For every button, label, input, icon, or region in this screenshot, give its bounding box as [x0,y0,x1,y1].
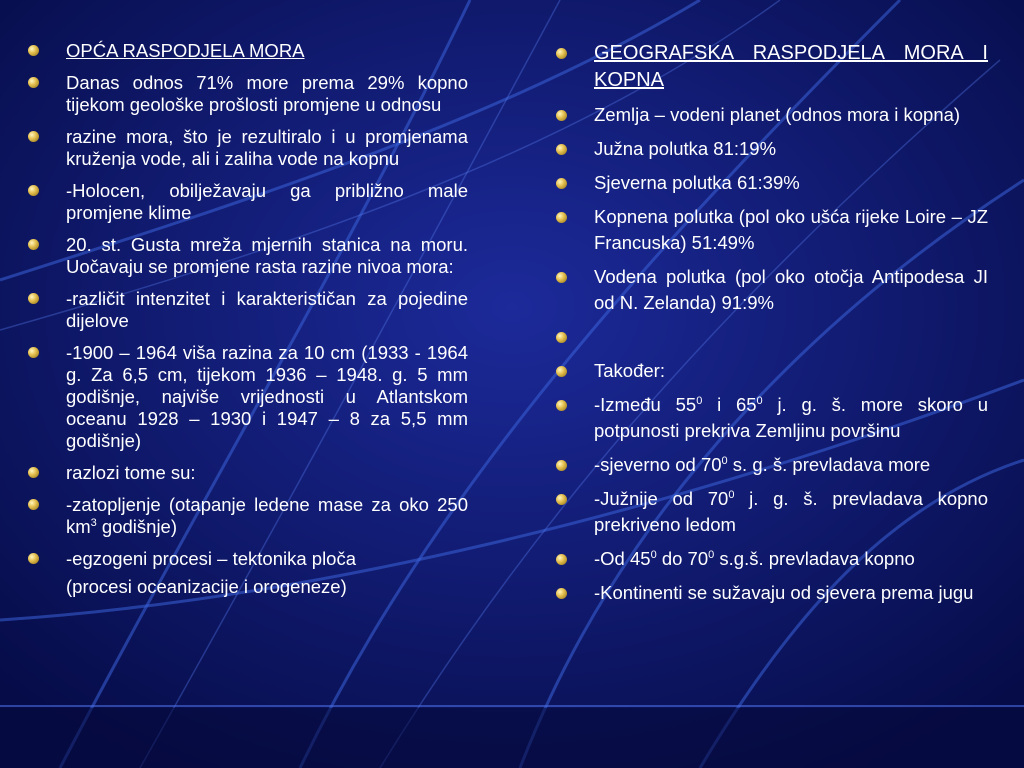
bullet-icon [28,45,39,56]
bullet-icon [556,48,567,59]
bullet-icon [556,212,567,223]
list-item-text: -egzogeni procesi – tektonika ploča [66,548,357,569]
list-item-text: -Holocen, obilježavaju ga približno male promjene klime [66,180,468,223]
list-item [556,546,988,572]
list-item [556,102,988,128]
bullet-icon [28,185,39,196]
list-item [28,126,468,170]
bullet-icon [28,499,39,510]
bullet-icon [556,460,567,471]
bullet-icon [28,131,39,142]
list-item-text: -Od $45^0$ do $70^0$ s.g.š. prevladava kopno [594,548,915,569]
list-item [28,288,468,332]
list-item-text: Kopnena polutka (pol oko ušća rijeke Loire – JZ Francuska) 51:49% [594,206,988,253]
list-item-text: razine mora, što je rezultiralo i u promjenama kruženja vode, ali i zaliha vode na kopnu [66,126,468,169]
bullet-icon [556,272,567,283]
list-item-text: 20. st. Gusta mreža mjernih stanica na moru. Uočavaju se promjene rasta razine nivoa mora: [66,234,468,277]
list-item [28,72,468,116]
list-item-text: -Kontinenti se sužavaju od sjevera prema jugu [594,582,974,603]
bullet-icon [556,554,567,565]
list-item [556,136,988,162]
list-item-text: Vodena polutka (pol oko otočja Antipodesa JI od N. Zelanda) 91:9% [594,266,988,313]
bullet-icon [28,553,39,564]
list-item-text: Južna polutka 81:19% [594,138,777,159]
list-item [28,40,468,62]
left-column [28,40,468,598]
list-item [556,392,988,444]
list-item [28,234,468,278]
list-item [28,342,468,452]
list-item [556,486,988,538]
list-item-text: Danas odnos 71% more prema 29% kopno tijekom geološke prošlosti promjene u odnosu [66,72,468,115]
list-item [556,580,988,606]
list-item [556,324,988,350]
list-item [28,462,468,484]
list-item-text: Sjeverna polutka 61:39% [594,172,800,193]
bullet-icon [556,144,567,155]
bullet-icon [556,178,567,189]
bullet-icon [556,400,567,411]
list-item [556,170,988,196]
list-item-text: Također: [594,360,665,381]
bullet-icon [28,293,39,304]
bullet-icon [28,239,39,250]
list-item-text: Zemlja – vodeni planet (odnos mora i kopna) [594,104,961,125]
list-item [556,452,988,478]
list-item-text: -Između $55^0$ i $65^0$ j. g. š. more skoro u potpunosti prekriva Zemljinu površinu [594,394,989,441]
list-item-text: -zatopljenje (otapanje ledene mase za oko 250 $km^3$ godišnje) [66,494,468,537]
bullet-icon [556,332,567,343]
list-item [28,180,468,224]
list-item-text: -različit intenzitet i karakterističan za pojedine dijelove [66,288,468,331]
list-continuation-text: (procesi oceanizacije i orogeneze) [66,576,347,597]
bullet-icon [556,110,567,121]
bullet-icon [556,366,567,377]
list-item [556,40,988,94]
left-bullet-list [28,40,468,570]
list-item [556,264,988,316]
section-title: GEOGRAFSKA RASPODJELA MORA I KOPNA [594,42,988,91]
bullet-icon [556,494,567,505]
bullet-icon [556,588,567,599]
right-bullet-list [556,40,988,606]
right-column [556,40,988,614]
bullet-icon [28,347,39,358]
list-item-text: -Južnije od $70^0$ j. g. š. prevladava kopno prekriveno ledom [594,488,988,535]
list-item [28,548,468,570]
list-item-text: -sjeverno od $70^0$ s. g. š. prevladava more [594,454,931,475]
list-item [28,494,468,538]
bullet-icon [28,77,39,88]
list-item [556,204,988,256]
bullet-icon [28,467,39,478]
section-title: OPĆA RASPODJELA MORA [66,40,305,61]
list-item-text: -1900 – 1964 viša razina za 10 cm (1933 - 1964 g. Za 6,5 cm, tijekom 1936 – 1948. g. 5 mm godišnje, najviše vrijednosti u Atlantskom oceanu 1928 – 1930 i 1947 – 8 za 5,5 mm godišnje) [66,342,468,451]
list-item [556,358,988,384]
list-item-text: razlozi tome su: [66,462,196,483]
